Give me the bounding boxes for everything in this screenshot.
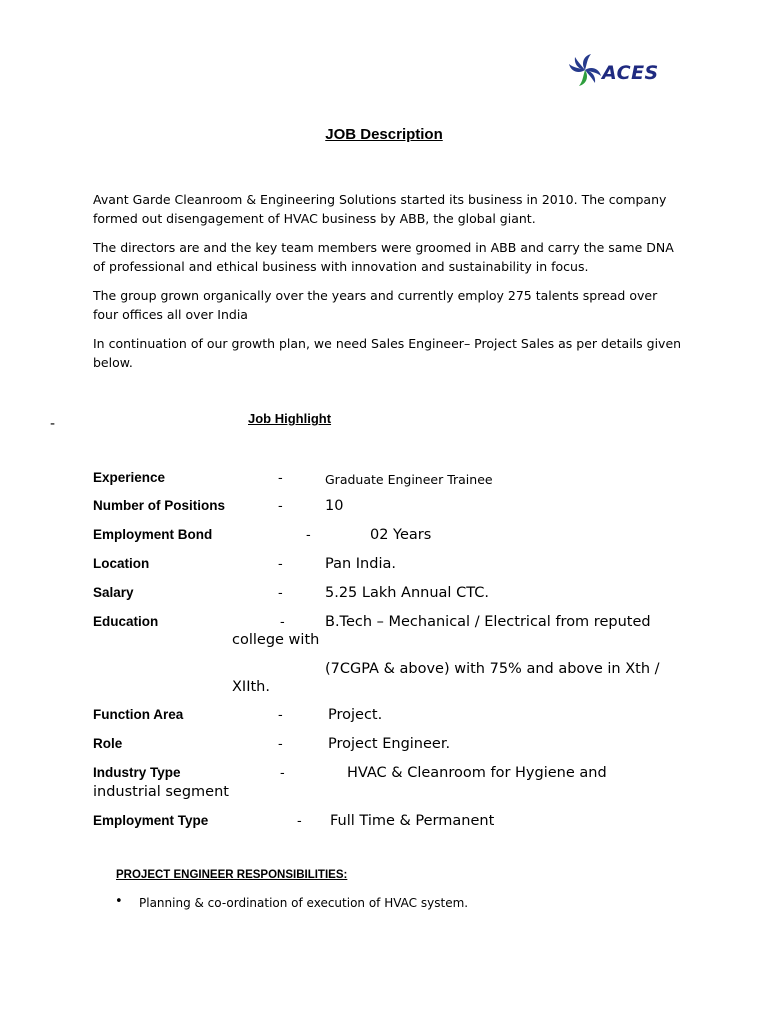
highlight-value: 5.25 Lakh Annual CTC. [325,585,489,601]
highlight-dash: - [278,499,283,514]
highlight-label: Location [93,556,150,571]
highlight-label: Employment Bond [93,527,213,542]
highlight-value: Full Time & Permanent [330,813,495,829]
education-continuation-2: XIIth. [232,679,270,695]
industry-continuation: industrial segment [93,784,229,800]
highlight-label: Salary [93,585,134,600]
highlight-dash: - [306,528,311,543]
job-highlight-heading: Job Highlight [248,411,332,426]
highlight-dash: - [278,737,283,752]
highlight-value: Pan India. [325,556,396,572]
highlight-dash: - [278,708,283,723]
highlight-row-role [0,736,768,756]
highlight-label: Role [93,736,123,751]
pinwheel-logo-icon [566,50,606,94]
education-continuation-1: college with [232,632,320,648]
highlight-dash: - [278,557,283,572]
highlight-label: Function Area [93,707,184,722]
highlight-row-education [0,614,768,634]
highlight-dash: - [278,471,283,486]
intro-paragraph-4: In continuation of our growth plan, we need Sales Engineer– Project Sales as per details given below. [93,336,682,370]
highlight-value: Project. [328,707,383,723]
education-line-2: (7CGPA & above) with 75% and above in Xth / [325,661,660,677]
highlight-value: 02 Years [370,527,432,543]
highlight-row-location [0,556,768,576]
logo-wordmark: ACES [602,62,659,84]
highlight-row-employment-type [0,813,768,833]
highlight-row-function-area [0,707,768,727]
highlight-dash: - [297,814,302,829]
highlight-value: B.Tech – Mechanical / Electrical from reputed [325,614,651,630]
highlight-dash: - [280,615,285,630]
highlight-row-positions [0,498,768,518]
company-logo [566,50,670,94]
intro-paragraph-2: The directors are and the key team members were groomed in ABB and carry the same DNA of professional and ethical business with innovation and sustainability in focus. [93,240,674,274]
responsibilities-heading: PROJECT ENGINEER RESPONSIBILITIES: [116,869,348,881]
highlight-label: Employment Type [93,813,209,828]
highlight-value: 10 [325,498,344,514]
highlight-dash: - [280,766,285,781]
stray-dash: - [50,416,56,432]
intro-paragraph-3: The group grown organically over the years and currently employ 275 talents spread over four offices all over India [93,288,658,322]
highlight-value: HVAC & Cleanroom for Hygiene and [347,765,607,781]
highlight-row-industry-type [0,765,768,785]
highlight-row-salary [0,585,768,605]
intro-paragraph-1: Avant Garde Cleanroom & Engineering Solutions started its business in 2010. The company formed out disengagement of HVAC business by ABB, the global giant. [93,192,667,226]
highlight-value: Graduate Engineer Trainee [325,472,493,487]
highlight-label: Number of Positions [93,498,226,513]
bullet-icon: • [115,894,123,909]
page-title: JOB Description [325,126,443,143]
highlight-dash: - [278,586,283,601]
responsibility-text: Planning & co-ordination of execution of HVAC system. [139,896,469,910]
highlight-label: Education [93,614,159,629]
highlight-value: Project Engineer. [328,736,451,752]
highlight-label: Experience [93,470,166,485]
highlight-row-experience [0,470,768,490]
highlight-label: Industry Type [93,765,181,780]
highlight-row-bond [0,527,768,547]
